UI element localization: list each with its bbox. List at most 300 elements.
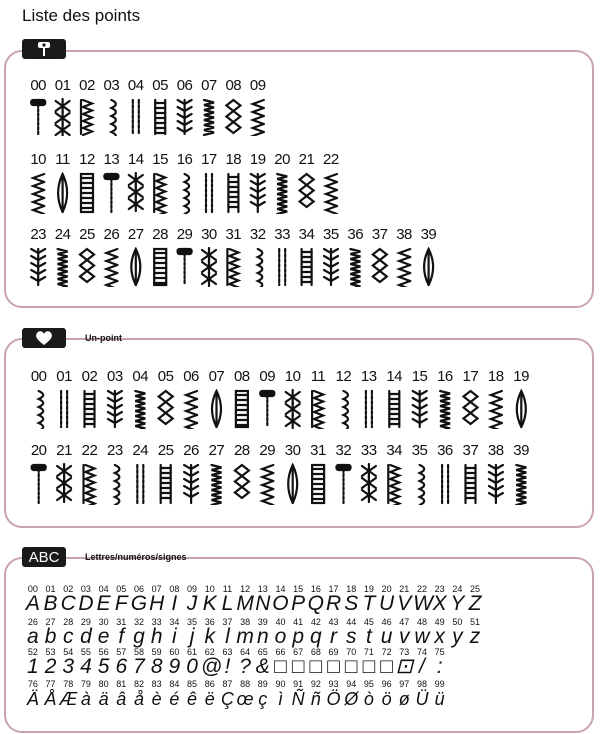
stitch-number: 24 (132, 442, 149, 459)
letter-glyph: M (236, 592, 254, 615)
stitch-symbol (227, 249, 238, 287)
stitch-number: 31 (310, 442, 326, 459)
letter-glyph: R (325, 592, 342, 615)
stitch-number: 22 (323, 151, 339, 168)
letter-number: 52 (27, 647, 38, 657)
section2-row1-numbers (26, 368, 534, 385)
stitch-number: 18 (487, 368, 504, 385)
section2-label-line (66, 338, 78, 340)
stitch-number: 29 (259, 442, 276, 459)
stitch-number: 34 (386, 442, 402, 459)
letter-glyph: ö (381, 689, 392, 709)
stitch-symbol (491, 391, 502, 429)
letter-number: 65 (257, 647, 268, 657)
stitch-symbol (337, 465, 351, 503)
stitch-symbol (251, 174, 265, 212)
letter-number: 45 (363, 617, 374, 627)
stitch-symbol (279, 249, 285, 285)
stitch-symbol (236, 391, 248, 427)
letter-number: 20 (381, 584, 392, 594)
letter-number: 50 (452, 617, 463, 627)
letter-glyph: i (172, 625, 177, 648)
letter-glyph: 1 (27, 655, 39, 678)
letter-glyph: □ (344, 655, 358, 678)
stitch-number: 11 (310, 368, 326, 385)
letter-glyph: Æ (59, 689, 78, 709)
letter-glyph: ? (239, 655, 251, 678)
stitch-symbol (302, 249, 312, 285)
letter-glyph: â (116, 689, 127, 709)
letter-glyph: Ö (326, 689, 341, 709)
stitch-symbol (58, 249, 68, 287)
stitch-number: 10 (30, 151, 47, 168)
stitch-symbol (288, 465, 297, 503)
section2-label-line-right (140, 338, 160, 340)
letter-number: 63 (222, 647, 233, 657)
letter-glyph: 6 (115, 655, 128, 678)
letter-glyph: Ç (220, 689, 234, 709)
letter-glyph: è (151, 689, 162, 709)
letter-glyph: x (434, 625, 445, 648)
letter-number: 62 (204, 647, 215, 657)
stitch-symbol (154, 174, 165, 214)
letter-glyph: d (80, 625, 92, 648)
stitch-symbol (85, 391, 95, 427)
stitch-number: 03 (107, 368, 123, 385)
section1-row1-stitches (26, 98, 276, 136)
stitch-number: 23 (30, 226, 47, 243)
letter-number: 29 (80, 617, 91, 627)
letter-glyph: J (186, 592, 198, 615)
letter-number: 84 (169, 679, 180, 689)
stitch-symbol (277, 174, 287, 214)
section2-row1-stitches (26, 389, 546, 429)
letter-glyph: D (78, 592, 94, 615)
stitch-symbol (516, 465, 526, 505)
letter-glyph: □ (327, 655, 340, 678)
stitch-symbol (184, 465, 198, 503)
letter-glyph: □ (309, 655, 323, 678)
letter-glyph: h (150, 625, 163, 648)
stitch-number: 17 (201, 151, 217, 168)
letter-number: 73 (399, 647, 410, 657)
stitch-symbol (350, 249, 360, 287)
letter-number: 13 (257, 584, 268, 594)
stitch-number: 19 (249, 151, 266, 168)
letter-number: 30 (98, 617, 109, 627)
letter-glyph: C (60, 592, 76, 615)
letter-number: 08 (169, 584, 180, 594)
stitch-number: 05 (152, 77, 168, 94)
letter-number: 48 (416, 617, 427, 627)
letter-glyph: Ä (26, 689, 39, 709)
stitch-number: 10 (284, 368, 301, 385)
letter-glyph: V (397, 592, 412, 615)
letter-number: 60 (169, 647, 180, 657)
stitch-number: 06 (176, 77, 193, 94)
stitch-symbol (389, 391, 399, 427)
presser-foot-tag (22, 39, 66, 59)
letter-glyph: w (414, 625, 430, 648)
letter-glyph: □ (291, 655, 305, 678)
stitch-symbol (186, 391, 197, 429)
stitch-number: 35 (411, 442, 428, 459)
letter-number: 86 (204, 679, 215, 689)
letter-number: 68 (310, 647, 321, 657)
letter-glyph: S (344, 592, 359, 615)
stitch-symbol (489, 465, 503, 503)
letter-number: 53 (45, 647, 56, 657)
stitch-symbol (57, 464, 71, 502)
section3-label: Lettres/numéros/signes (85, 552, 187, 562)
letter-number: 14 (275, 584, 286, 594)
letter-number: 79 (80, 679, 91, 689)
letter-number: 88 (240, 679, 251, 689)
letter-glyph: 0 (186, 655, 198, 678)
letter-glyph: Ñ (291, 689, 305, 709)
letter-glyph: 2 (44, 655, 57, 678)
letter-glyph: c (62, 625, 74, 648)
stitch-symbol (373, 249, 387, 282)
letter-glyph: e (97, 625, 110, 648)
letter-number: 71 (363, 647, 374, 657)
letter-number: 46 (381, 617, 392, 627)
letter-glyph: Å (44, 689, 57, 709)
stitch-number: 15 (411, 368, 428, 385)
stitch-symbol (80, 249, 94, 282)
stitch-symbol (226, 100, 240, 133)
letter-glyph: Q (307, 592, 325, 615)
letter-glyph: ⊡ (395, 655, 414, 678)
letter-glyph: y (452, 625, 463, 648)
letter-number: 21 (399, 584, 410, 594)
letter-glyph: O (272, 592, 289, 615)
letter-glyph: @ (200, 655, 223, 678)
letter-glyph: ü (434, 689, 445, 709)
letter-glyph: / (419, 655, 425, 678)
stitch-number: 18 (225, 151, 242, 168)
section1-row3-stitches (26, 247, 456, 287)
stitch-symbol (155, 100, 165, 134)
letter-number: 04 (98, 584, 109, 594)
letter-number: 75 (434, 647, 445, 657)
letter-number: 39 (257, 617, 268, 627)
stitch-symbol (61, 391, 67, 427)
letter-number: 67 (293, 647, 304, 657)
letter-number: 16 (310, 584, 321, 594)
stitch-symbol (32, 465, 46, 503)
letter-glyph: Ø (344, 689, 359, 709)
letter-glyph: ò (363, 689, 374, 709)
letter-glyph: E (96, 592, 111, 615)
stitch-number: 14 (127, 151, 144, 168)
letter-glyph: é (169, 689, 180, 709)
letter-glyph: j (189, 625, 195, 648)
letter-glyph: b (44, 625, 57, 648)
stitch-number: 21 (298, 151, 315, 168)
stitch-symbol (31, 100, 45, 134)
letter-number: 15 (293, 584, 304, 594)
letter-glyph: v (399, 625, 410, 648)
letter-number: 28 (63, 617, 74, 627)
heart-tag (22, 328, 66, 348)
stitch-symbol (212, 465, 222, 505)
stitch-number: 27 (208, 442, 225, 459)
stitch-number: 13 (103, 151, 120, 168)
stitch-number: 13 (360, 368, 377, 385)
letter-glyph: : (436, 655, 443, 678)
letter-number: 99 (434, 679, 445, 689)
letter-number: 85 (187, 679, 198, 689)
stitch-symbol (84, 465, 95, 505)
stitch-number: 12 (79, 151, 95, 168)
stitch-symbol (212, 391, 221, 427)
letter-glyph: Y (450, 592, 465, 615)
letter-number: 74 (416, 647, 427, 657)
letter-number: 37 (222, 617, 233, 627)
stitch-symbol (185, 174, 190, 214)
letter-number: 26 (27, 617, 38, 627)
letter-number: 35 (187, 617, 198, 627)
stitch-number: 00 (30, 77, 47, 94)
letter-number: 23 (434, 584, 445, 594)
letter-number: 12 (240, 584, 251, 594)
letter-glyph: à (80, 689, 91, 709)
presser-foot-icon (32, 41, 56, 57)
letter-number: 80 (98, 679, 109, 689)
letter-number: 25 (470, 584, 481, 594)
stitch-number: 31 (225, 226, 242, 243)
stitch-symbol (206, 174, 212, 212)
letter-glyph: ñ (310, 689, 321, 709)
letters-row-glyphs (24, 593, 484, 615)
letter-number: 10 (204, 584, 215, 594)
letter-glyph: I (171, 592, 178, 615)
letter-glyph: ! (224, 655, 231, 678)
letter-number: 44 (346, 617, 357, 627)
stitch-symbol (312, 391, 323, 429)
letter-number: 66 (275, 647, 286, 657)
letter-number: 11 (222, 584, 233, 594)
stitch-number: 25 (157, 442, 174, 459)
letter-number: 24 (452, 584, 463, 594)
stitch-symbol (420, 465, 425, 505)
letter-glyph: Z (468, 592, 482, 615)
stitch-symbol (154, 249, 166, 285)
letter-glyph: n (256, 625, 269, 648)
letter-number: 01 (45, 584, 56, 594)
letter-glyph: ì (277, 689, 283, 709)
stitch-number: 16 (437, 368, 453, 385)
letter-number: 91 (293, 679, 304, 689)
letter-number: 76 (27, 679, 38, 689)
letter-number: 05 (116, 584, 127, 594)
letter-glyph: s (345, 625, 357, 648)
stitch-number: 36 (347, 226, 364, 243)
stitch-symbol (178, 249, 192, 285)
letter-glyph: ç (258, 689, 268, 709)
stitch-number: 15 (152, 151, 168, 168)
letter-glyph: H (149, 592, 165, 615)
letter-glyph: r (330, 625, 338, 648)
stitch-symbol (228, 174, 238, 212)
page-title: Liste des points (22, 6, 141, 25)
stitch-symbol (235, 465, 249, 498)
letter-number: 02 (63, 584, 74, 594)
letter-glyph: Ü (415, 689, 429, 709)
letter-number: 42 (310, 617, 321, 627)
stitch-number: 38 (396, 226, 412, 243)
letter-glyph: ø (398, 689, 410, 709)
stitch-number: 36 (437, 442, 453, 459)
letter-glyph: 9 (168, 655, 181, 678)
stitch-symbol (56, 99, 70, 136)
stitch-symbol (129, 173, 143, 211)
letter-number: 47 (399, 617, 410, 627)
stitch-number: 03 (103, 77, 120, 94)
section1-row3-numbers (26, 226, 441, 243)
letter-number: 41 (293, 617, 304, 627)
stitch-symbol (111, 100, 116, 136)
stitch-number: 09 (259, 368, 276, 385)
letter-number: 64 (240, 647, 251, 657)
letter-number: 32 (133, 617, 144, 627)
letter-number: 90 (275, 679, 286, 689)
stitch-symbol (442, 465, 448, 503)
stitch-number: 38 (487, 442, 504, 459)
stitch-symbol (135, 391, 145, 429)
stitch-number: 12 (335, 368, 352, 385)
letter-number: 92 (310, 679, 321, 689)
letter-glyph: K (202, 592, 217, 615)
stitch-symbol (161, 465, 171, 503)
letter-number: 40 (275, 617, 286, 627)
letter-glyph: u (380, 625, 393, 648)
letter-number: 22 (416, 584, 427, 594)
stitch-symbol (344, 391, 349, 429)
stitch-symbol (204, 100, 214, 135)
stitch-number: 04 (132, 368, 149, 385)
stitch-symbol (253, 100, 264, 136)
letter-number: 43 (328, 617, 339, 627)
letter-number: 17 (328, 584, 339, 594)
letter-number: 58 (133, 647, 144, 657)
letter-number: 07 (151, 584, 162, 594)
letter-number: 83 (151, 679, 162, 689)
stitch-symbol (178, 100, 192, 134)
letter-number: 18 (346, 584, 357, 594)
stitch-symbol (260, 391, 274, 427)
letter-glyph: œ (236, 689, 254, 709)
section3-label-line (66, 557, 78, 559)
stitch-number: 37 (462, 442, 479, 459)
stitch-number: 26 (183, 442, 199, 459)
stitch-symbol (312, 465, 324, 503)
letter-glyph: & (255, 655, 270, 678)
section2-row2-stitches (26, 463, 546, 505)
section3-label-line-right (213, 557, 233, 559)
letter-glyph: o (274, 625, 287, 648)
letter-number: 77 (45, 679, 56, 689)
letters-row-glyphs (24, 688, 449, 710)
letter-glyph: m (236, 625, 254, 648)
stitch-symbol (324, 249, 338, 285)
letter-number: 94 (346, 679, 357, 689)
stitch-number: 01 (56, 368, 72, 385)
letter-glyph: N (255, 592, 271, 615)
stitch-symbol (115, 465, 120, 505)
section1-row2-numbers (26, 151, 343, 168)
letter-glyph: U (379, 592, 395, 615)
letter-glyph: □ (380, 655, 393, 678)
letter-glyph: B (43, 592, 58, 615)
letter-glyph: k (204, 625, 215, 648)
stitch-number: 02 (79, 77, 95, 94)
letter-number: 57 (116, 647, 127, 657)
stitch-symbol (108, 391, 122, 427)
stitch-symbol (258, 249, 263, 287)
stitch-symbol (464, 391, 478, 424)
stitch-symbol (388, 465, 399, 505)
stitch-number: 20 (274, 151, 290, 168)
stitch-symbol (137, 465, 143, 503)
letter-number: 95 (363, 679, 374, 689)
stitch-number: 14 (386, 368, 402, 385)
letter-glyph: p (292, 625, 304, 648)
stitch-symbol (202, 248, 216, 286)
stitch-symbol (300, 174, 314, 207)
stitch-number: 21 (56, 442, 72, 459)
abc-icon-text: ABC (28, 548, 60, 566)
letter-glyph: □ (362, 655, 376, 678)
letter-glyph: X (432, 592, 447, 615)
letter-glyph: T (362, 592, 376, 615)
letters-row-glyphs (24, 626, 484, 648)
stitch-number: 39 (513, 442, 529, 459)
letter-number: 34 (169, 617, 180, 627)
letter-number: 51 (470, 617, 481, 627)
stitch-number: 30 (201, 226, 217, 243)
stitch-symbol (106, 249, 117, 287)
letter-number: 59 (151, 647, 162, 657)
letter-number: 06 (133, 584, 144, 594)
stitch-symbol (39, 391, 44, 429)
letter-number: 87 (222, 679, 233, 689)
stitch-number: 08 (225, 77, 242, 94)
section2-row2-numbers (26, 442, 534, 459)
stitch-symbol (440, 391, 450, 429)
stitch-symbol (362, 464, 376, 502)
stitch-symbol (131, 249, 140, 285)
stitch-symbol (81, 174, 93, 212)
stitch-number: 35 (323, 226, 339, 243)
letter-glyph: å (133, 689, 144, 709)
letter-glyph: ë (204, 689, 215, 709)
stitch-number: 28 (152, 226, 168, 243)
letter-glyph: 7 (133, 655, 145, 678)
stitch-number: 20 (30, 442, 47, 459)
letter-number: 54 (63, 647, 74, 657)
letter-glyph: □ (274, 655, 287, 678)
letter-number: 81 (116, 679, 127, 689)
stitch-number: 06 (183, 368, 199, 385)
letter-number: 27 (45, 617, 56, 627)
stitch-number: 33 (360, 442, 377, 459)
letter-number: 96 (381, 679, 392, 689)
letter-glyph: q (310, 625, 322, 648)
letter-number: 78 (63, 679, 74, 689)
letter-number: 31 (116, 617, 127, 627)
